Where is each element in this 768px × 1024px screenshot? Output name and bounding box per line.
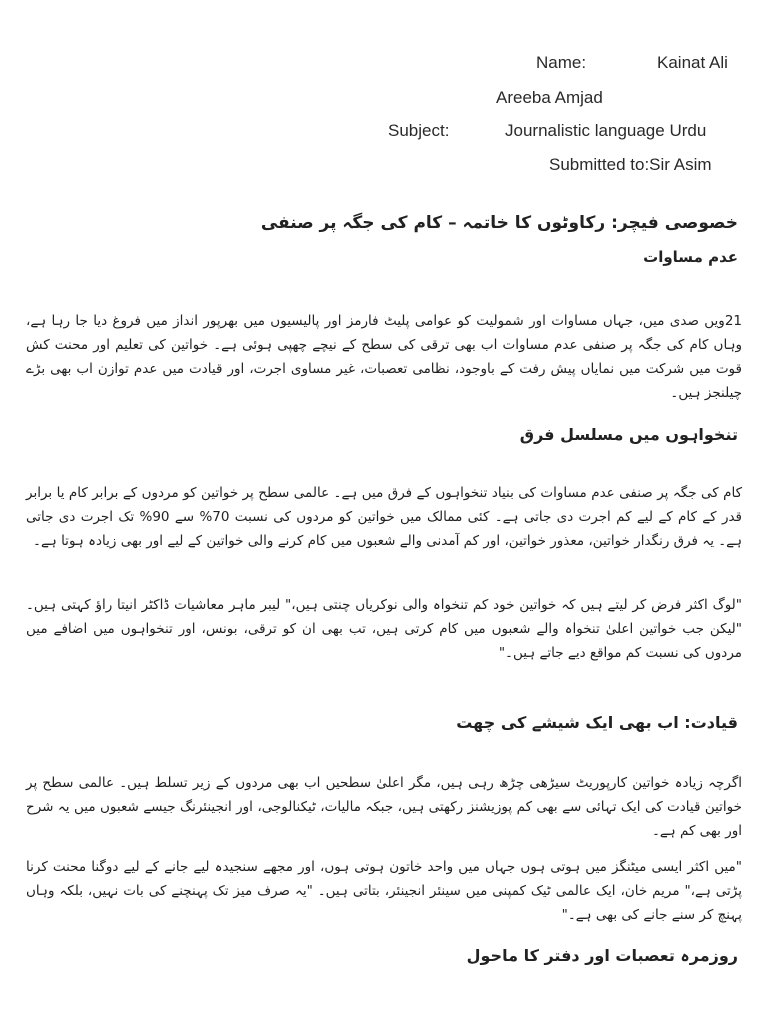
subject-label: Subject:: [388, 121, 450, 140]
leadership-paragraph: اگرچہ زیادہ خواتین کارپوریٹ سیڑھی چڑھ رہی ہیں، مگر اعلیٰ سطحیں اب بھی مردوں کے زیر تسلط ہیں۔ عالمی سطح پر خواتین قیادت کی ایک تہائی سے بھی کم پوزیشنز رکھتی ہیں، جبکہ مالیات، ٹیکنالوجی، اور انجینئرنگ جیسے شعبوں میں یہ شرح اور بھی کم ہے۔: [26, 775, 742, 839]
intro-paragraph: 21ویں صدی میں، جہاں مساوات اور شمولیت کو عوامی پلیٹ فارمز اور پالیسیوں میں بھرپور انداز میں فروغ دیا جا رہا ہے، وہاں کام کی جگہ پر صنفی عدم مساوات اب بھی ترقی کی سطح کے نیچے چھپی ہوئی ہے۔ خواتین کی تعلیم اور محنت کش قوت میں شرکت میں نمایاں پیش رفت کے باوجود، نظامی تعصبات، غیر مساوی اجرت، اور قیادت میں عدم توازن اب بھی بڑے چیلنجز ہیں۔: [26, 313, 742, 401]
name-value-kainat: Kainat Ali: [657, 53, 728, 72]
pay-gap-paragraph: کام کی جگہ پر صنفی عدم مساوات کی بنیاد تنخواہوں کے فرق میں ہے۔ عالمی سطح پر خواتین کو مردوں کے برابر کام یا برابر قدر کے کام کے لیے کم اجرت دی جاتی ہے۔ کئی ممالک میں خواتین کو مردوں کی نسبت 70% سے 90% تک اجرت دی جاتی ہے۔ یہ فرق رنگدار خواتین، معذور خواتین، اور کم آمدنی والے شعبوں میں کام کرنے والی خواتین کے لیے اور بھی زیادہ ہوتا ہے۔: [26, 485, 743, 549]
leadership-quote: "میں اکثر ایسی میٹنگز میں ہوتی ہوں جہاں میں واحد خاتون ہوتی ہوں، اور مجھے سنجیدہ لیے جانے کے لیے دوگنا محنت کرنا پڑتی ہے،" مریم خان، ایک عالمی ٹیک کمپنی میں سینئر انجینئر، بتاتی ہیں۔ "یہ صرف میز تک پہنچنے کی بات نہیں، بلکہ وہاں پہنچ کر سنے جانے کی بھی ہے۔": [26, 859, 742, 923]
name-label: Name:: [536, 53, 587, 72]
subject-value: Journalistic language Urdu: [505, 121, 707, 140]
submitted-to: Submitted to:Sir Asim: [549, 155, 712, 174]
pay-gap-heading: تنخواہوں میں مسلسل فرق: [519, 425, 738, 444]
feature-title-line2: عدم مساوات: [643, 248, 738, 266]
pay-gap-quote: "لوگ اکثر فرض کر لیتے ہیں کہ خواتین خود کم تنخواہ والی نوکریاں چنتی ہیں،" لیبر ماہر معاشیات ڈاکٹر انیتا راؤ کہتی ہیں۔ "لیکن جب خواتین اعلیٰ تنخواہ والے شعبوں میں کام کرتی ہیں، تب بھی ان کو ترقی، بونس، اور تنخواہوں میں اضافے میں مردوں کی نسبت کم مواقع دیے جاتے ہیں۔": [26, 597, 742, 661]
feature-title-line1: خصوصی فیچر: رکاوٹوں کا خاتمہ – کام کی جگہ پر صنفی: [260, 213, 738, 233]
daily-bias-heading: روزمرہ تعصبات اور دفتر کا ماحول: [466, 946, 738, 965]
leadership-heading: قیادت: اب بھی ایک شیشے کی چھت: [456, 713, 738, 732]
name-value-areeba: Areeba Amjad: [496, 88, 603, 107]
